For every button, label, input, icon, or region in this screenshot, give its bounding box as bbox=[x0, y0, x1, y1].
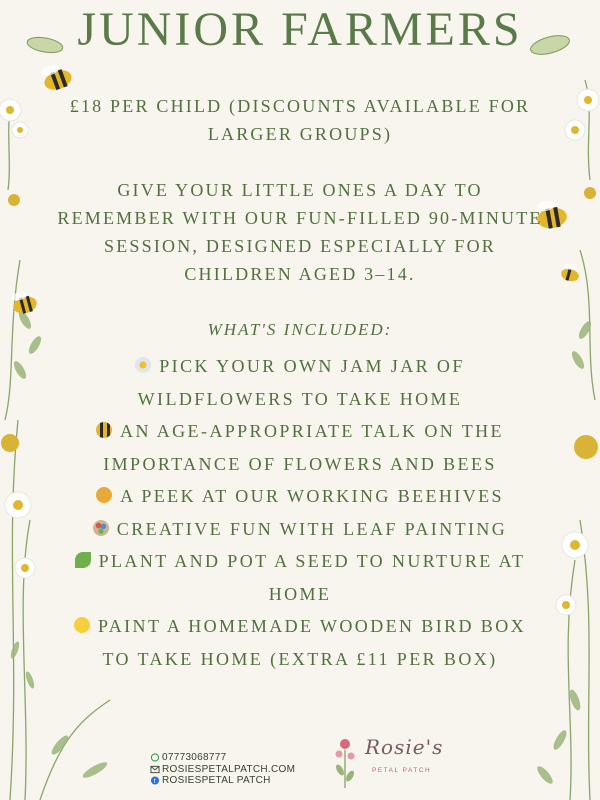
list-item: AN AGE-APPROPRIATE TALK ON THE IMPORTANCE OF FLOWERS AND BEES bbox=[60, 415, 540, 480]
svg-text:f: f bbox=[153, 778, 156, 786]
phone-row[interactable] bbox=[150, 752, 295, 764]
price-text: £18 PER CHILD (DISCOUNTS AVAILABLE FOR LARGER GROUPS) bbox=[69, 96, 531, 144]
page-title: JUNIOR FARMERS bbox=[77, 3, 523, 56]
phone-number: 07773068777 bbox=[162, 752, 227, 763]
list-item: PAINT A HOMEMADE WOODEN BIRD BOX TO TAKE HOME (EXTRA £11 PER BOX) bbox=[60, 610, 540, 675]
facebook-row[interactable] bbox=[150, 775, 295, 787]
daisy-icon bbox=[135, 357, 151, 373]
bee-icon bbox=[96, 422, 112, 438]
whatsapp-icon bbox=[150, 753, 160, 762]
list-item: CREATIVE FUN WITH LEAF PAINTING bbox=[60, 513, 540, 546]
list-item: A PEEK AT OUR WORKING BEEHIVES bbox=[60, 480, 540, 513]
list-item: PLANT AND POT A SEED TO NURTURE AT HOME bbox=[60, 545, 540, 610]
honey-pot-icon bbox=[96, 487, 112, 503]
mail-icon bbox=[150, 765, 160, 774]
facebook-icon bbox=[150, 776, 160, 785]
email-address: ROSIESPETALPATCH.COM bbox=[162, 763, 296, 775]
included-list bbox=[60, 350, 540, 675]
email-row[interactable] bbox=[150, 764, 295, 776]
seedling-icon bbox=[75, 552, 91, 568]
logo-wordmark: Rosie's bbox=[365, 735, 444, 759]
chick-icon bbox=[74, 617, 90, 633]
logo-subtitle: PETAL PATCH bbox=[372, 767, 432, 774]
list-item: PICK YOUR OWN JAM JAR OF WILDFLOWERS TO TAKE HOME bbox=[60, 350, 540, 415]
contact-block bbox=[150, 752, 295, 787]
included-heading: WHAT'S INCLUDED: bbox=[207, 320, 393, 339]
palette-icon bbox=[93, 520, 109, 536]
facebook-handle: ROSIESPETAL PATCH bbox=[162, 775, 271, 786]
intro-text: GIVE YOUR LITTLE ONES A DAY TO REMEMBER WITH OUR FUN-FILLED 90-MINUTE SESSION, DESIGNED ESPECIALLY FOR CHILDREN AGED 3–14. bbox=[57, 180, 543, 284]
